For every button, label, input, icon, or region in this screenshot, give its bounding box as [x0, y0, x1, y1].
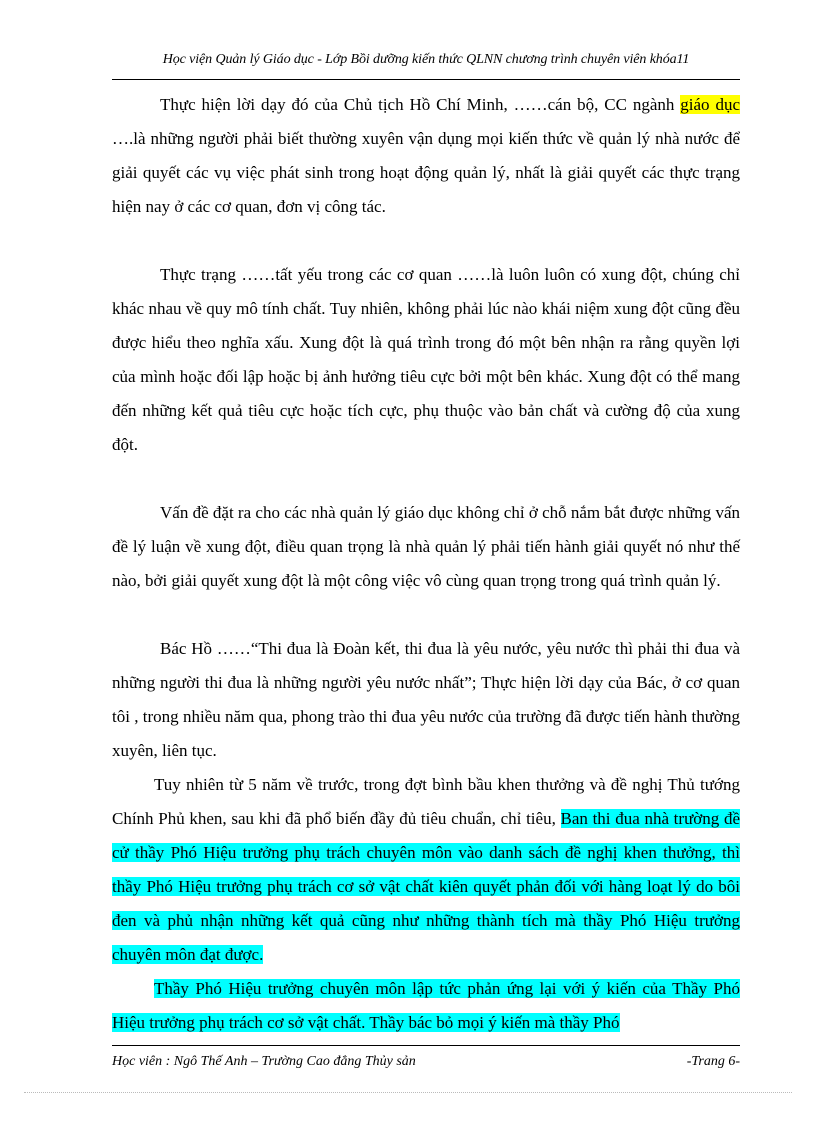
page-boundary-line — [24, 1092, 792, 1093]
paragraph-4: Bác Hồ ……“Thi đua là Đoàn kết, thi đua là yêu nước, yêu nước thì phải thi đua và những người thi đua là những người yêu nước nhất”; Thực hiện lời dạy của Bác, ở cơ quan tôi , trong nhiều năm qua, phong trào thi đua yêu nước của trường đã được tiến hành thường xuyên, liên tục. — [112, 639, 740, 760]
paragraph-1-text-b: ….là những người phải biết thường xuyên vận dụng mọi kiến thức về quản lý nhà nước để giải quyết các vụ việc phát sinh trong hoạt động quản lý, nhất là giải quyết các thực trạng hiện nay ở các cơ quan, đơn vị công tác. — [112, 129, 740, 216]
document-body — [112, 88, 740, 1040]
paragraph-1-highlight: giáo dục — [680, 95, 740, 114]
paragraph-5 — [112, 768, 740, 972]
paragraph-3: Vấn đề đặt ra cho các nhà quản lý giáo dục không chỉ ở chỗ nắm bắt được những vấn đề lý luận về xung đột, điều quan trọng là nhà quản lý phải tiến hành giải quyết nó như thế nào, bởi giải quyết xung đột là một công việc vô cùng quan trọng trong quá trình quản lý. — [112, 503, 740, 590]
page-footer — [112, 1054, 740, 1070]
header-divider — [112, 79, 740, 80]
paragraph-1 — [112, 88, 740, 224]
footer-author: Học viên : Ngô Thế Anh – Trường Cao đẳng Thủy sản — [112, 1054, 416, 1069]
paragraph-1-text-a: Thực hiện lời dạy đó của Chủ tịch Hồ Chí Minh, ……cán bộ, CC ngành — [160, 95, 681, 114]
page-number: -Trang 6- — [686, 1054, 740, 1069]
page-header: Học viện Quản lý Giáo dục - Lớp Bồi dưỡng kiến thức QLNN chương trình chuyên viên khóa11 — [162, 52, 690, 67]
paragraph-6 — [112, 972, 740, 1040]
paragraph-5-highlight: Ban thi đua nhà trường đề cử thầy Phó Hiệu trưởng phụ trách chuyên môn vào danh sách đề nghị khen thưởng, thì thầy Phó Hiệu trưởng phụ trách cơ sở vật chất kiên quyết phản đối với hàng loạt lý do bôi đen và phủ nhận những kết quả cũng như những thành tích mà thầy Phó Hiệu trưởng chuyên môn đạt được. — [112, 809, 740, 964]
paragraph-2: Thực trạng ……tất yếu trong các cơ quan ……là luôn luôn có xung đột, chúng chỉ khác nhau về quy mô tính chất. Tuy nhiên, không phải lúc nào khái niệm xung đột cũng đều được hiểu theo nghĩa xấu. Xung đột là quá trình trong đó một bên nhận ra rằng quyền lợi của mình hoặc đối lập hoặc bị ảnh hưởng tiêu cực bởi một bên khác. Xung đột có thể mang đến những kết quả tiêu cực hoặc tích cực, phụ thuộc vào bản chất và cường độ của xung đột. — [112, 265, 740, 454]
footer-divider — [112, 1045, 740, 1046]
paragraph-5-text: Tuy nhiên từ 5 năm về trước, trong đợt bình bầu khen thưởng và đề nghị Thủ tướng Chính Phủ khen, sau khi đã phổ biến đầy đủ tiêu chuẩn, chỉ tiêu, — [112, 775, 740, 828]
paragraph-6-highlight: Thầy Phó Hiệu trưởng chuyên môn lập tức phản ứng lại với ý kiến của Thầy Phó Hiệu trưởng phụ trách cơ sở vật chất. Thầy bác bỏ mọi ý kiến mà thầy Phó — [112, 979, 740, 1032]
